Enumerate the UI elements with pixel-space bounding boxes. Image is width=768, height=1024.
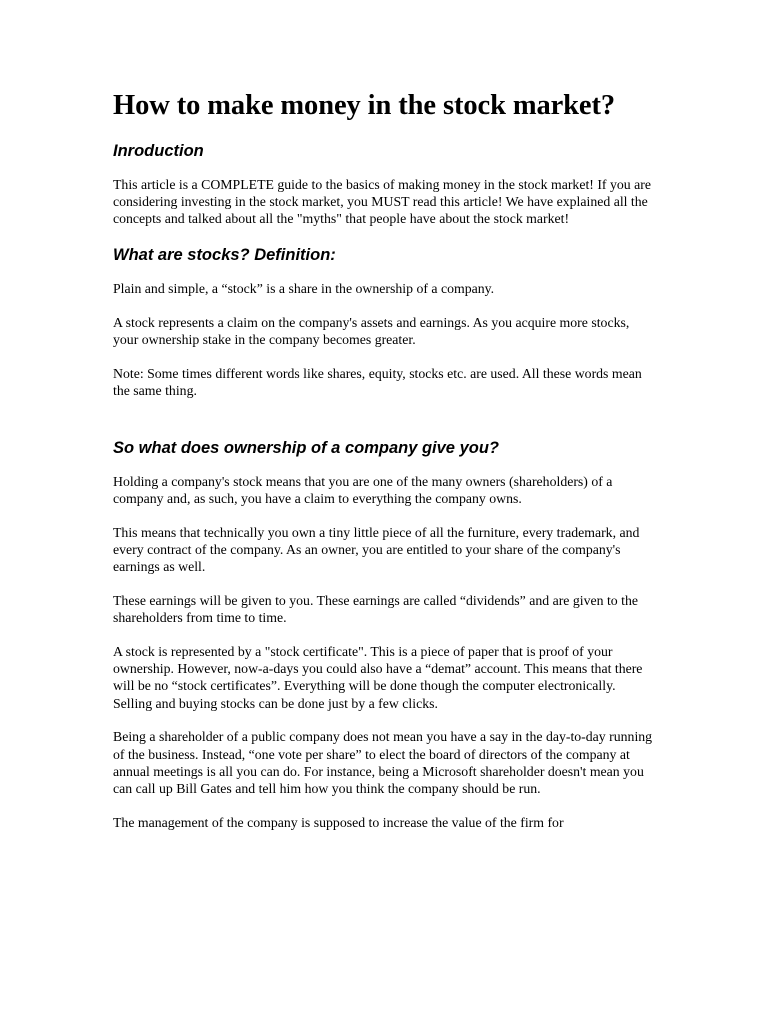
paragraph: A stock represents a claim on the company's assets and earnings. As you acquire more stocks, your ownership stake in the company becomes greater. xyxy=(113,314,630,348)
document-content xyxy=(113,88,658,847)
section-heading-introduction: Inroduction xyxy=(113,142,204,160)
paragraph: This article is a COMPLETE guide to the basics of making money in the stock market! If you are considering investing in the stock market, you MUST read this article! We have explained all the concepts and talked about all the "myths" that people have about the stock market! xyxy=(113,177,651,227)
paragraph: This means that technically you own a tiny little piece of all the furniture, every trademark, and every contract of the company. As an owner, you are entitled to your share of the company's earnings as well. xyxy=(113,525,640,575)
paragraph: Being a shareholder of a public company does not mean you have a say in the day-to-day running of the business. Instead, “one vote per share” to elect the board of directors of the company at annual meetings is all you can do. For instance, being a Microsoft shareholder doesn't mean you can call up Bill Gates and tell him how you think the company should be run. xyxy=(113,729,653,796)
paragraph: Note: Some times different words like shares, equity, stocks etc. are used. All these words mean the same thing. xyxy=(113,365,642,398)
section-heading-definition: What are stocks? Definition: xyxy=(113,246,336,265)
paragraph: Holding a company's stock means that you are one of the many owners (shareholders) of a company and, as such, you have a claim to everything the company owns. xyxy=(113,474,613,507)
paragraph: These earnings will be given to you. These earnings are called “dividends” and are given to the shareholders from time to time. xyxy=(113,593,638,626)
section-heading-ownership: So what does ownership of a company give you? xyxy=(113,439,499,458)
paragraph: The management of the company is supposed to increase the value of the firm for xyxy=(113,814,564,830)
paragraph: Plain and simple, a “stock” is a share in the ownership of a company. xyxy=(113,281,495,297)
paragraph: A stock is represented by a "stock certificate". This is a piece of paper that is proof of your ownership. However, now-a-days you could also have a “demat” account. This means that there will be no “stock certificates”. Everything will be done though the computer electronically. Selling and buying stocks can be done just by a few clicks. xyxy=(113,644,643,711)
page-title: How to make money in the stock market? xyxy=(113,90,616,121)
